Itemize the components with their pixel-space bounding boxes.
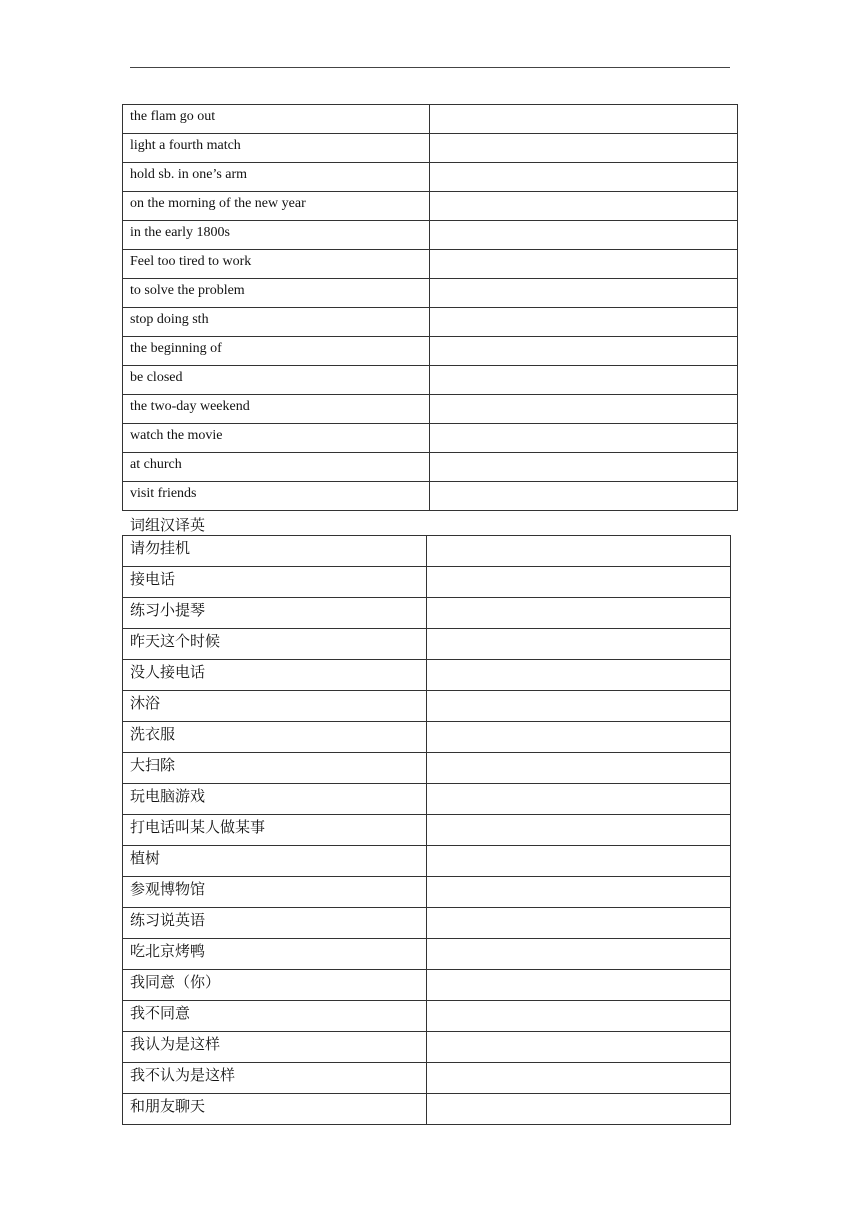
phrase-cell: 请勿挂机	[123, 536, 427, 567]
phrase-cell: stop doing sth	[123, 308, 430, 337]
phrase-cell: 昨天这个时候	[123, 629, 427, 660]
table-row	[123, 192, 738, 221]
answer-cell[interactable]	[427, 908, 731, 939]
phrase-cell: 洗衣服	[123, 722, 427, 753]
answer-cell[interactable]	[427, 722, 731, 753]
phrase-cell: 打电话叫某人做某事	[123, 815, 427, 846]
phrase-cell: the flam go out	[123, 105, 430, 134]
phrase-cell: 我认为是这样	[123, 1032, 427, 1063]
answer-cell[interactable]	[427, 660, 731, 691]
answer-cell[interactable]	[430, 192, 738, 221]
answer-cell[interactable]	[430, 308, 738, 337]
english-phrase-table	[122, 104, 738, 511]
table-row	[123, 567, 731, 598]
phrase-cell: be closed	[123, 366, 430, 395]
table-row	[123, 395, 738, 424]
phrase-cell: 练习说英语	[123, 908, 427, 939]
answer-cell[interactable]	[427, 877, 731, 908]
answer-cell[interactable]	[430, 366, 738, 395]
answer-cell[interactable]	[427, 1063, 731, 1094]
table-row	[123, 846, 731, 877]
phrase-cell: 我不认为是这样	[123, 1063, 427, 1094]
table-row	[123, 221, 738, 250]
answer-cell[interactable]	[427, 784, 731, 815]
phrase-cell: the two-day weekend	[123, 395, 430, 424]
phrase-cell: 大扫除	[123, 753, 427, 784]
answer-cell[interactable]	[430, 250, 738, 279]
answer-cell[interactable]	[427, 846, 731, 877]
answer-cell[interactable]	[430, 395, 738, 424]
table-row	[123, 722, 731, 753]
table-row	[123, 1094, 731, 1125]
phrase-cell: 植树	[123, 846, 427, 877]
answer-cell[interactable]	[427, 1032, 731, 1063]
table-row	[123, 366, 738, 395]
answer-cell[interactable]	[427, 629, 731, 660]
answer-cell[interactable]	[430, 424, 738, 453]
answer-cell[interactable]	[430, 163, 738, 192]
phrase-cell: 玩电脑游戏	[123, 784, 427, 815]
answer-cell[interactable]	[427, 536, 731, 567]
table-row	[123, 308, 738, 337]
table-row	[123, 105, 738, 134]
table-row	[123, 784, 731, 815]
section-title: 词组汉译英	[130, 516, 206, 534]
phrase-cell: 沐浴	[123, 691, 427, 722]
chinese-phrase-table	[122, 535, 731, 1125]
phrase-cell: light a fourth match	[123, 134, 430, 163]
table-row	[123, 482, 738, 511]
answer-cell[interactable]	[430, 221, 738, 250]
phrase-cell: 接电话	[123, 567, 427, 598]
phrase-cell: Feel too tired to work	[123, 250, 430, 279]
table-row	[123, 598, 731, 629]
phrase-cell: 参观博物馆	[123, 877, 427, 908]
phrase-cell: 我不同意	[123, 1001, 427, 1032]
answer-cell[interactable]	[427, 567, 731, 598]
phrase-cell: on the morning of the new year	[123, 192, 430, 221]
answer-cell[interactable]	[430, 337, 738, 366]
phrase-cell: visit friends	[123, 482, 430, 511]
table-row	[123, 660, 731, 691]
answer-cell[interactable]	[430, 453, 738, 482]
answer-cell[interactable]	[430, 279, 738, 308]
phrase-cell: 吃北京烤鸭	[123, 939, 427, 970]
answer-cell[interactable]	[427, 1001, 731, 1032]
answer-cell[interactable]	[427, 691, 731, 722]
table-row	[123, 939, 731, 970]
header-rule	[130, 67, 730, 68]
phrase-cell: 没人接电话	[123, 660, 427, 691]
table-row	[123, 163, 738, 192]
phrase-cell: 我同意（你）	[123, 970, 427, 1001]
answer-cell[interactable]	[430, 482, 738, 511]
table-row	[123, 424, 738, 453]
table-row	[123, 691, 731, 722]
table-row	[123, 908, 731, 939]
answer-cell[interactable]	[430, 105, 738, 134]
table-row	[123, 815, 731, 846]
phrase-cell: 和朋友聊天	[123, 1094, 427, 1125]
answer-cell[interactable]	[427, 939, 731, 970]
answer-cell[interactable]	[427, 1094, 731, 1125]
phrase-cell: at church	[123, 453, 430, 482]
table-row	[123, 753, 731, 784]
table-row	[123, 536, 731, 567]
answer-cell[interactable]	[427, 970, 731, 1001]
answer-cell[interactable]	[430, 134, 738, 163]
phrase-cell: watch the movie	[123, 424, 430, 453]
table-row	[123, 1032, 731, 1063]
table-row	[123, 970, 731, 1001]
table-row	[123, 1063, 731, 1094]
table-row	[123, 1001, 731, 1032]
table-row	[123, 629, 731, 660]
answer-cell[interactable]	[427, 815, 731, 846]
answer-cell[interactable]	[427, 598, 731, 629]
phrase-cell: in the early 1800s	[123, 221, 430, 250]
table-row	[123, 279, 738, 308]
phrase-cell: to solve the problem	[123, 279, 430, 308]
table-row	[123, 877, 731, 908]
table-row	[123, 134, 738, 163]
phrase-cell: the beginning of	[123, 337, 430, 366]
phrase-cell: 练习小提琴	[123, 598, 427, 629]
table-row	[123, 453, 738, 482]
table-row	[123, 250, 738, 279]
answer-cell[interactable]	[427, 753, 731, 784]
phrase-cell: hold sb. in one’s arm	[123, 163, 430, 192]
table-row	[123, 337, 738, 366]
